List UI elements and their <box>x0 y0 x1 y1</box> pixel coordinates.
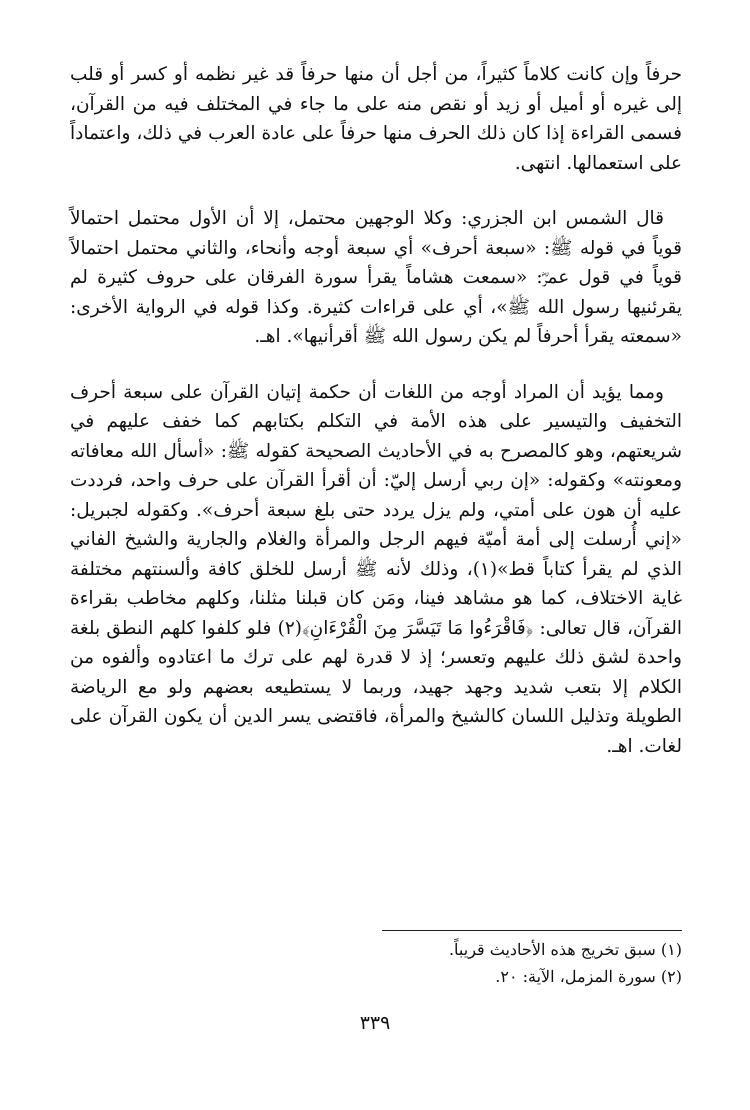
footnotes <box>70 936 682 990</box>
paragraph-ibn-al-jazari: قال الشمس ابن الجزري: وكلا الوجهين محتمل، إلا أن الأول محتمل احتمالاً قوياً في قوله ﷺ: «سبعة أحرف» أي سبعة أوجه وأنحاء، والثاني محتمل احتمالاً قوياً في قول عمرؓ: «سمعت هشاماً يقرأ سورة الفرقان على حروف كثيرة لم يقرئنيها رسول الله ﷺ»، أي على قراءات كثيرة. وكذا قوله في الرواية الأخرى: «سمعته يقرأ أحرفاً لم يكن رسول الله ﷺ أقرأنيها». اهـ. <box>70 208 682 347</box>
footnote-1: (١) سبق تخريج هذه الأحاديث قريباً. <box>448 940 682 959</box>
page-number: ٣٣٩ <box>359 1012 391 1034</box>
footnote-2: (٢) سورة المزمل، الآية: ٢٠. <box>495 967 682 986</box>
page-body <box>70 60 682 787</box>
paragraph-continuation: حرفاً وإن كانت كلاماً كثيراً، من أجل أن منها حرفاً قد غير نظمه أو كسر أو قلب إلى غيره أو أميل أو زيد أو نقص منه على ما جاء في المختلف فيه من القرآن، فسمى القراءة إذا كان ذلك الحرف منها حرفاً على عادة العرب في ذلك، واعتماداً على استعمالها. انتهى. <box>70 64 682 174</box>
footnote-divider <box>382 930 682 931</box>
paragraph-wisdom-of-seven-letters: ومما يؤيد أن المراد أوجه من اللغات أن حكمة إتيان القرآن على سبعة أحرف التخفيف والتيسير على هذه الأمة في التكلم بكتابهم كما خفف عليهم في شريعتهم، وهو كالمصرح به في الأحاديث الصحيحة كقوله ﷺ: «أسأل الله معافاته ومعونته» وكقوله: «إن ربي أرسل إليّ: أن أقرأ القرآن على حرف واحد، فرددت عليه أن هون على أمتي، ولم يزل يردد حتى بلغ سبعة أحرف». وكقوله لجبريل: «إني أُرسلت إلى أمة أميّة فيهم الرجل والمرأة والغلام والجارية والشيخ الفاني الذي لم يقرأ كتاباً قط»(١)، وذلك لأنه ﷺ أرسل للخلق كافة وألسنتهم مختلفة غاية الاختلاف، كما هو مشاهد فينا، ومَن كان قبلنا مثلنا، وكلهم مخاطب بقراءة القرآن، قال تعالى: ﴿فَاقْرَءُوا مَا تَيَسَّرَ مِنَ الْقُرْءَانِ﴾(٢) فلو كلفوا كلهم النطق بلغة واحدة لشق ذلك عليهم وتعسر؛ إذ لا قدرة لهم على ترك ما اعتادوه وألفوه من الكلام إلا بتعب شديد وجهد جهيد، وربما لا يستطيعه بعضهم ولو مع الرياضة الطويلة وتذليل اللسان كالشيخ والمرأة، فاقتضى يسر الدين أن يكون القرآن على لغات. اهـ. <box>70 381 683 757</box>
